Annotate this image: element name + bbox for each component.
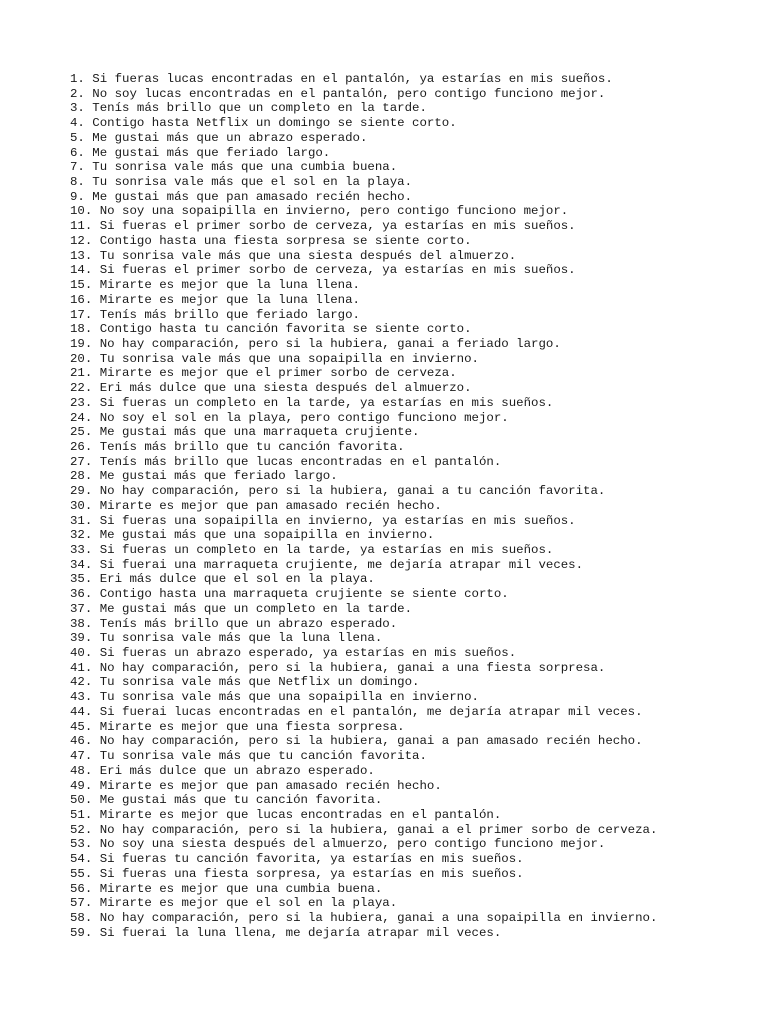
list-item: 36. Contigo hasta una marraqueta crujiente se siente corto. <box>70 587 509 602</box>
list-item: 54. Si fueras tu canción favorita, ya estarías en mis sueños. <box>70 852 524 867</box>
list-item: 11. Si fueras el primer sorbo de cerveza, ya estarías en mis sueños. <box>70 219 576 234</box>
list-item: 50. Me gustai más que tu canción favorita. <box>70 793 383 808</box>
list-item: 17. Tenís más brillo que feriado largo. <box>70 307 360 322</box>
list-item: 39. Tu sonrisa vale más que la luna llena. <box>70 631 383 646</box>
list-item: 55. Si fueras una fiesta sorpresa, ya estarías en mis sueños. <box>70 866 524 881</box>
list-item: 14. Si fueras el primer sorbo de cerveza, ya estarías en mis sueños. <box>70 263 576 278</box>
list-item: 48. Eri más dulce que un abrazo esperado. <box>70 763 375 778</box>
list-item: 53. No soy una siesta después del almuerzo, pero contigo funciono mejor. <box>70 837 606 852</box>
list-item: 8. Tu sonrisa vale más que el sol en la playa. <box>70 175 413 190</box>
list-item: 45. Mirarte es mejor que una fiesta sorpresa. <box>70 719 405 734</box>
list-item: 42. Tu sonrisa vale más que Netflix un domingo. <box>70 675 420 690</box>
list-item: 30. Mirarte es mejor que pan amasado recién hecho. <box>70 498 442 513</box>
list-item: 18. Contigo hasta tu canción favorita se siente corto. <box>70 322 472 337</box>
list-item: 34. Si fuerai una marraqueta crujiente, me dejaría atrapar mil veces. <box>70 557 584 572</box>
list-item: 29. No hay comparación, pero si la hubiera, ganai a tu canción favorita. <box>70 484 606 499</box>
list-item: 44. Si fuerai lucas encontradas en el pantalón, me dejaría atrapar mil veces. <box>70 704 643 719</box>
list-item: 5. Me gustai más que un abrazo esperado. <box>70 130 368 145</box>
list-item: 49. Mirarte es mejor que pan amasado recién hecho. <box>70 778 442 793</box>
list-item: 24. No soy el sol en la playa, pero contigo funciono mejor. <box>70 410 509 425</box>
list-item: 52. No hay comparación, pero si la hubiera, ganai a el primer sorbo de cerveza. <box>70 822 658 837</box>
list-item: 10. No soy una sopaipilla en invierno, pero contigo funciono mejor. <box>70 204 569 219</box>
list-item: 31. Si fueras una sopaipilla en invierno, ya estarías en mis sueños. <box>70 513 576 528</box>
list-item: 38. Tenís más brillo que un abrazo esperado. <box>70 616 398 631</box>
list-item: 22. Eri más dulce que una siesta después del almuerzo. <box>70 381 472 396</box>
list-item: 12. Contigo hasta una fiesta sorpresa se siente corto. <box>70 233 472 248</box>
list-item: 16. Mirarte es mejor que la luna llena. <box>70 292 360 307</box>
list-item: 56. Mirarte es mejor que una cumbia buena. <box>70 881 383 896</box>
list-item: 20. Tu sonrisa vale más que una sopaipilla en invierno. <box>70 351 479 366</box>
list-item: 6. Me gustai más que feriado largo. <box>70 145 331 160</box>
list-item: 37. Me gustai más que un completo en la tarde. <box>70 601 413 616</box>
list-item: 3. Tenís más brillo que un completo en la tarde. <box>70 101 427 116</box>
list-item: 58. No hay comparación, pero si la hubiera, ganai a una sopaipilla en invierno. <box>70 910 658 925</box>
list-item: 15. Mirarte es mejor que la luna llena. <box>70 278 360 293</box>
list-item: 21. Mirarte es mejor que el primer sorbo de cerveza. <box>70 366 457 381</box>
numbered-list <box>70 72 760 940</box>
list-item: 35. Eri más dulce que el sol en la playa. <box>70 572 375 587</box>
list-item: 19. No hay comparación, pero si la hubiera, ganai a feriado largo. <box>70 336 561 351</box>
list-item: 2. No soy lucas encontradas en el pantalón, pero contigo funciono mejor. <box>70 86 606 101</box>
list-item: 27. Tenís más brillo que lucas encontradas en el pantalón. <box>70 454 502 469</box>
list-item: 41. No hay comparación, pero si la hubiera, ganai a una fiesta sorpresa. <box>70 660 606 675</box>
list-item: 13. Tu sonrisa vale más que una siesta después del almuerzo. <box>70 248 517 263</box>
list-item: 4. Contigo hasta Netflix un domingo se siente corto. <box>70 116 457 131</box>
list-item: 57. Mirarte es mejor que el sol en la playa. <box>70 896 398 911</box>
list-item: 43. Tu sonrisa vale más que una sopaipilla en invierno. <box>70 690 479 705</box>
list-item: 28. Me gustai más que feriado largo. <box>70 469 338 484</box>
list-item: 40. Si fueras un abrazo esperado, ya estarías en mis sueños. <box>70 646 517 661</box>
list-item: 26. Tenís más brillo que tu canción favorita. <box>70 439 405 454</box>
list-item: 1. Si fueras lucas encontradas en el pantalón, ya estarías en mis sueños. <box>70 72 613 86</box>
list-item: 59. Si fuerai la luna llena, me dejaría atrapar mil veces. <box>70 925 502 940</box>
list-item: 33. Si fueras un completo en la tarde, ya estarías en mis sueños. <box>70 543 554 557</box>
list-item: 47. Tu sonrisa vale más que tu canción favorita. <box>70 749 427 764</box>
list-item: 51. Mirarte es mejor que lucas encontradas en el pantalón. <box>70 807 502 822</box>
list-item: 9. Me gustai más que pan amasado recién hecho. <box>70 189 413 204</box>
list-item: 25. Me gustai más que una marraqueta crujiente. <box>70 425 420 440</box>
list-item: 23. Si fueras un completo en la tarde, ya estarías en mis sueños. <box>70 395 554 410</box>
list-item: 32. Me gustai más que una sopaipilla en invierno. <box>70 528 435 543</box>
list-item: 7. Tu sonrisa vale más que una cumbia buena. <box>70 160 398 175</box>
list-item: 46. No hay comparación, pero si la hubiera, ganai a pan amasado recién hecho. <box>70 734 643 749</box>
